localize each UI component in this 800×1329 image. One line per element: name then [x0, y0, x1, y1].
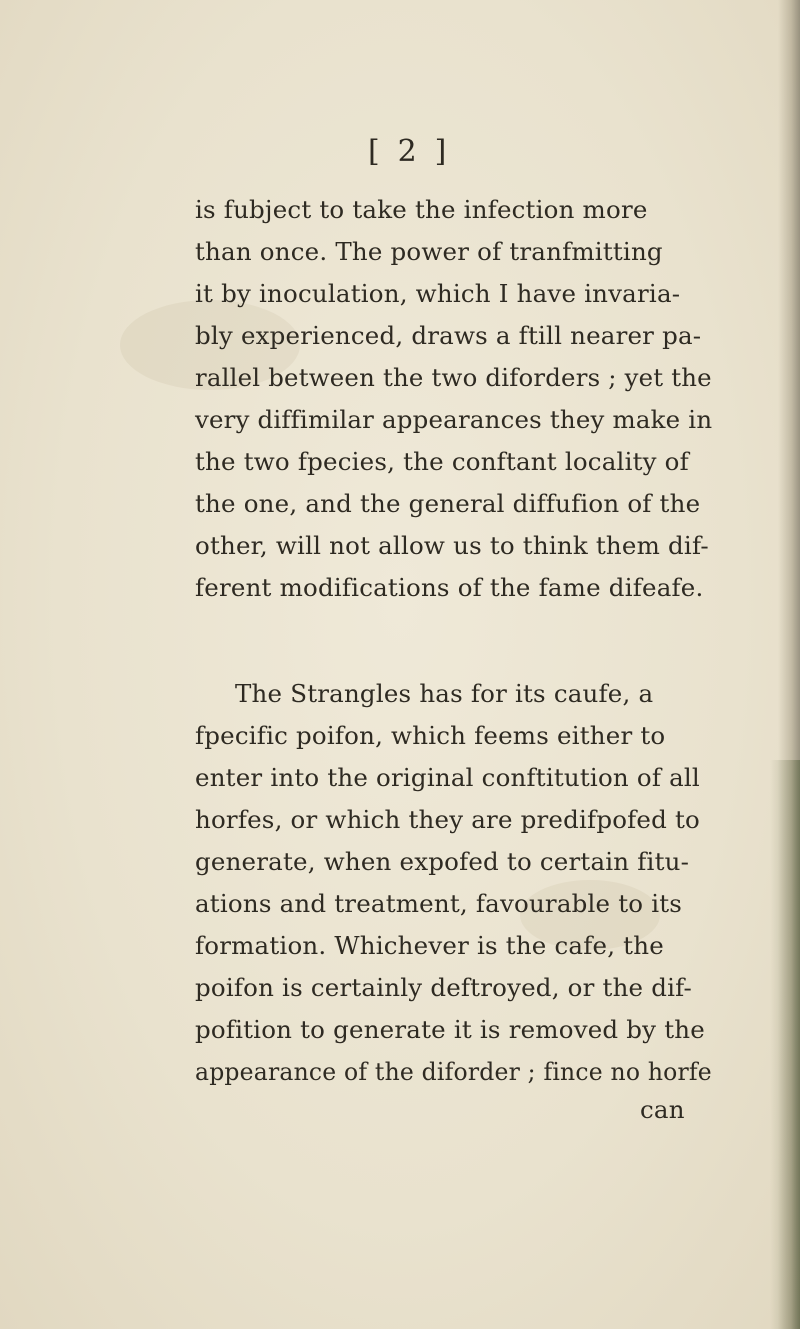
text-line: ferent modifications of the fame difeafe. — [195, 573, 704, 602]
text-line: the two fpecies, the conftant locality of — [195, 447, 689, 476]
page-edge-shadow — [770, 760, 800, 1329]
page-number-header: [ 2 ] — [368, 134, 447, 169]
text-line: formation. Whichever is the cafe, the — [195, 931, 664, 960]
text-line: fpecific poifon, which feems either to — [195, 721, 666, 750]
text-line: enter into the original conftitution of all — [195, 763, 700, 792]
text-line: ations and treatment, favourable to its — [195, 889, 683, 918]
text-line: it by inoculation, which I have invaria- — [195, 279, 681, 308]
text-line: than once. The power of tranfmitting — [195, 237, 663, 266]
text-line: is fubject to take the infection more — [195, 195, 648, 224]
text-line: pofition to generate it is removed by the — [195, 1015, 705, 1044]
text-line: very diffimilar appearances they make in — [195, 405, 713, 434]
text-line: other, will not allow us to think them dif- — [195, 531, 709, 560]
text-line: rallel between the two diforders ; yet the — [195, 363, 712, 392]
text-line: horfes, or which they are predifpofed to — [195, 805, 700, 834]
catchword: can — [640, 1095, 685, 1124]
text-line: The Strangles has for its caufe, a — [235, 679, 654, 708]
text-line: bly experienced, draws a ftill nearer pa- — [195, 321, 702, 350]
text-line: generate, when expofed to certain fitu- — [195, 847, 690, 876]
text-line: poifon is certainly deftroyed, or the dif- — [195, 973, 693, 1002]
text-line: appearance of the diforder ; fince no horfe — [195, 1057, 712, 1086]
text-line: the one, and the general diffufion of the — [195, 489, 701, 518]
